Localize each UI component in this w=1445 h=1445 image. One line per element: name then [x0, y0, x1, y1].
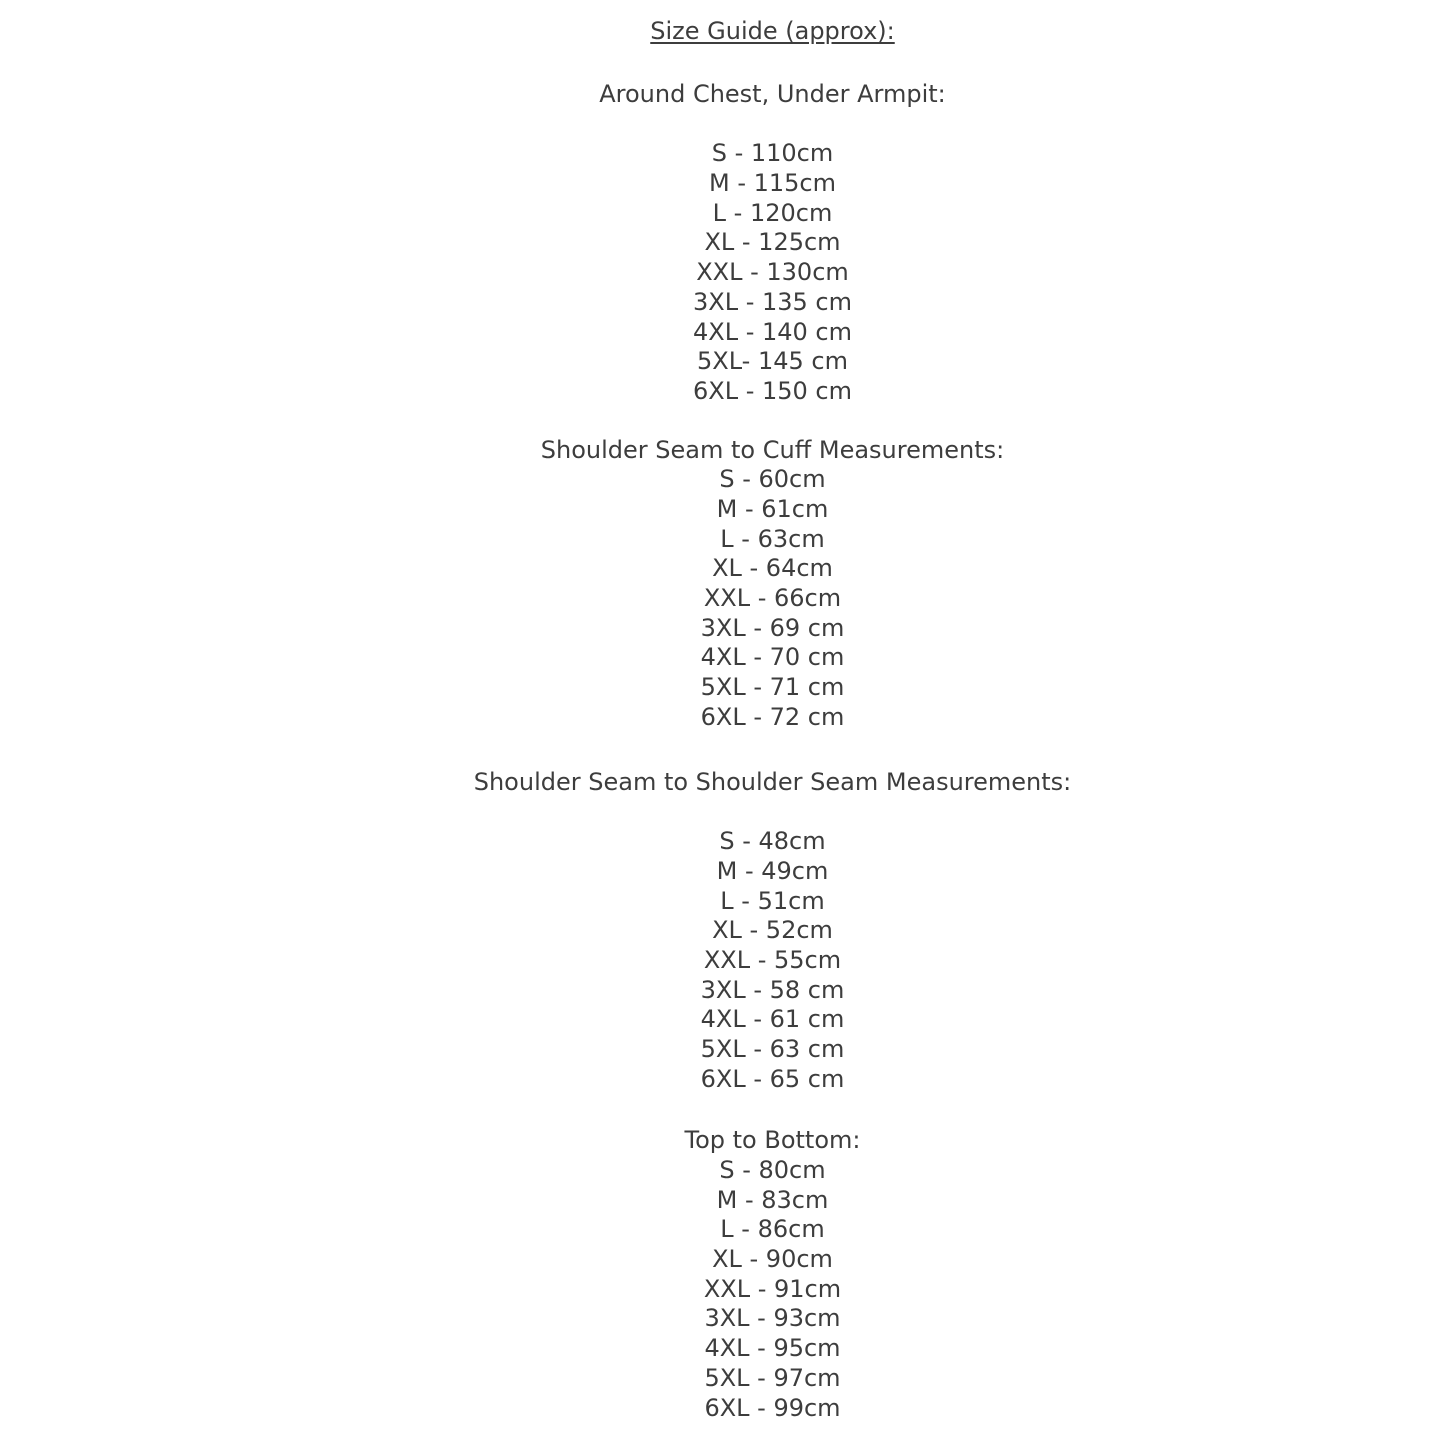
size-row: 4XL - 95cm	[704, 1334, 841, 1363]
size-row: 3XL - 135 cm	[692, 287, 852, 316]
size-row: L - 120cm	[712, 198, 833, 227]
size-row: L - 63cm	[720, 524, 825, 553]
size-row: XXL - 91cm	[703, 1274, 842, 1303]
size-row: M - 49cm	[716, 856, 829, 885]
size-row: XXL - 66cm	[703, 584, 842, 612]
size-row: 3XL - 93cm	[704, 1304, 841, 1333]
section-heading-cuff: Shoulder Seam to Cuff Measurements:	[540, 435, 1005, 464]
size-row: 3XL - 69 cm	[700, 613, 845, 642]
size-row: 5XL - 71 cm	[700, 673, 845, 702]
page-title: Size Guide (approx):	[650, 17, 895, 45]
size-row: L - 86cm	[720, 1215, 825, 1244]
size-row: XL - 125cm	[704, 228, 841, 257]
size-row: S - 48cm	[719, 827, 826, 856]
size-row: 5XL - 97cm	[704, 1363, 841, 1392]
size-row: M - 115cm	[708, 169, 836, 198]
size-row: XL - 90cm	[712, 1245, 833, 1274]
size-row: S - 110cm	[711, 139, 834, 168]
size-row: XL - 64cm	[712, 554, 833, 583]
size-row: 4XL - 140 cm	[692, 317, 852, 346]
size-row: 6XL - 150 cm	[692, 376, 852, 405]
spacer	[100, 732, 1445, 768]
size-row: 6XL - 99cm	[704, 1393, 841, 1422]
section-heading-length: Top to Bottom:	[684, 1126, 861, 1155]
size-row: 4XL - 70 cm	[700, 643, 845, 672]
section-heading-shoulder: Shoulder Seam to Shoulder Seam Measurements:	[473, 768, 1072, 797]
size-row: S - 80cm	[719, 1156, 826, 1184]
spacer	[100, 1094, 1445, 1126]
size-row: 6XL - 72 cm	[700, 702, 845, 731]
size-row: XXL - 130cm	[696, 258, 849, 287]
size-row: M - 61cm	[716, 494, 829, 523]
size-row: M - 83cm	[716, 1185, 829, 1214]
size-row: L - 51cm	[720, 886, 825, 915]
size-row: S - 60cm	[719, 465, 826, 494]
spacer	[100, 109, 1445, 139]
section-heading-chest: Around Chest, Under Armpit:	[599, 79, 946, 108]
size-row: 3XL - 58 cm	[700, 975, 845, 1004]
size-row: 6XL - 65 cm	[700, 1064, 845, 1093]
spacer	[100, 798, 1445, 827]
spacer	[100, 47, 1445, 80]
size-row: 5XL- 145 cm	[697, 347, 848, 376]
size-row: XXL - 55cm	[703, 945, 842, 974]
spacer	[100, 407, 1445, 436]
size-row: 4XL - 61 cm	[700, 1005, 845, 1034]
page-title-line	[100, 17, 1445, 47]
size-row: XL - 52cm	[712, 916, 833, 945]
size-row: 5XL - 63 cm	[700, 1034, 845, 1063]
size-guide-document	[100, 0, 1445, 1423]
